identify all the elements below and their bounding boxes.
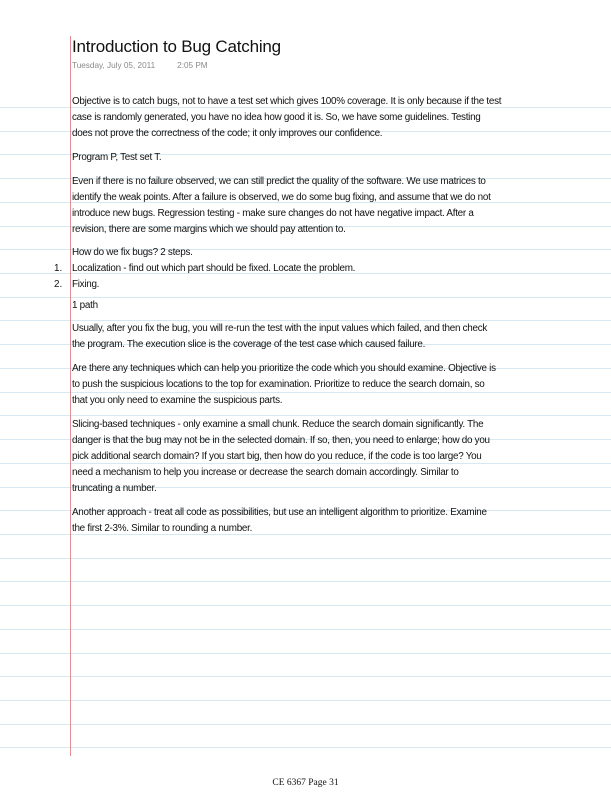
rule-line [0, 581, 611, 582]
rule-line [0, 558, 611, 559]
paragraph-line: truncating a number. [72, 483, 157, 494]
paragraph-line: case is randomly generated, you have no idea how good it is. So, we have some guidelines. Testing [72, 112, 481, 123]
rule-line [0, 700, 611, 701]
rule-line [0, 747, 611, 748]
paragraph-line: identify the weak points. After a failure is observed, we do some bug fixing, and assume that we do not [72, 192, 491, 203]
paragraph-line: revision, there are some margins which we should pay attention to. [72, 224, 346, 235]
paragraph-line: Slicing-based techniques - only examine a small chunk. Reduce the search domain significantly. The [72, 419, 484, 430]
rule-line [0, 415, 611, 416]
rule-line [0, 653, 611, 654]
step-text: Localization - find out which part should be fixed. Locate the problem. [72, 263, 356, 274]
rule-line [0, 463, 611, 464]
page-date: Tuesday, July 05, 2011 [72, 61, 156, 70]
paragraph-line: the first 2-3%. Similar to rounding a number. [72, 523, 253, 534]
paragraph-line: Usually, after you fix the bug, you will re-run the test with the input values which failed, and then check [72, 323, 488, 334]
paragraph-line: danger is that the bug may not be in the selected domain. If so, then, you need to enlarge; how do you [72, 435, 490, 446]
page-time: 2:05 PM [177, 61, 208, 70]
paragraph-line: Objective is to catch bugs, not to have a test set which gives 100% coverage. It is only because if the test [72, 96, 502, 107]
margin-line [70, 36, 71, 756]
page-title: Introduction to Bug Catching [72, 37, 281, 56]
paragraph-line: pick additional search domain? If you start big, then how do you reduce, if the code is too large? You [72, 451, 482, 462]
rule-line [0, 297, 611, 298]
paragraph-line: 1 path [72, 300, 98, 311]
page-timestamp [72, 61, 208, 70]
paragraph-line: the program. The execution slice is the coverage of the test case which caused failure. [72, 339, 426, 350]
paragraph-line: Are there any techniques which can help you prioritize the code which you should examine. Objective is [72, 363, 496, 374]
paragraph-line: Another approach - treat all code as possibilities, but use an intelligent algorithm to prioritize. Examine [72, 507, 487, 518]
page-footer: CE 6367 Page 31 [272, 778, 339, 788]
paragraph-line: does not prove the correctness of the code; it only improves our confidence. [72, 128, 383, 139]
rule-line [0, 629, 611, 630]
paragraph-line: introduce new bugs. Regression testing - make sure changes do not have negative impact. After a [72, 208, 474, 219]
step-number: 2. [54, 279, 63, 290]
rule-line [0, 320, 611, 321]
rule-line [0, 676, 611, 677]
paragraph-line: How do we fix bugs? 2 steps. [72, 247, 193, 258]
step-text: Fixing. [72, 279, 100, 290]
paragraph-line: Even if there is no failure observed, we can still predict the quality of the software. We use matrices to [72, 176, 486, 187]
paragraph-line: to push the suspicious locations to the top for examination. Prioritize to reduce the search domain, so [72, 379, 485, 390]
rule-line [0, 724, 611, 725]
paragraph-line: Program P, Test set T. [72, 152, 162, 163]
rule-line [0, 605, 611, 606]
paragraph-line: need a mechanism to help you increase or decrease the search domain accordingly. Similar to [72, 467, 459, 478]
rule-line [0, 392, 611, 393]
step-number: 1. [54, 263, 63, 274]
paragraph-line: that you only need to examine the suspicious parts. [72, 395, 283, 406]
